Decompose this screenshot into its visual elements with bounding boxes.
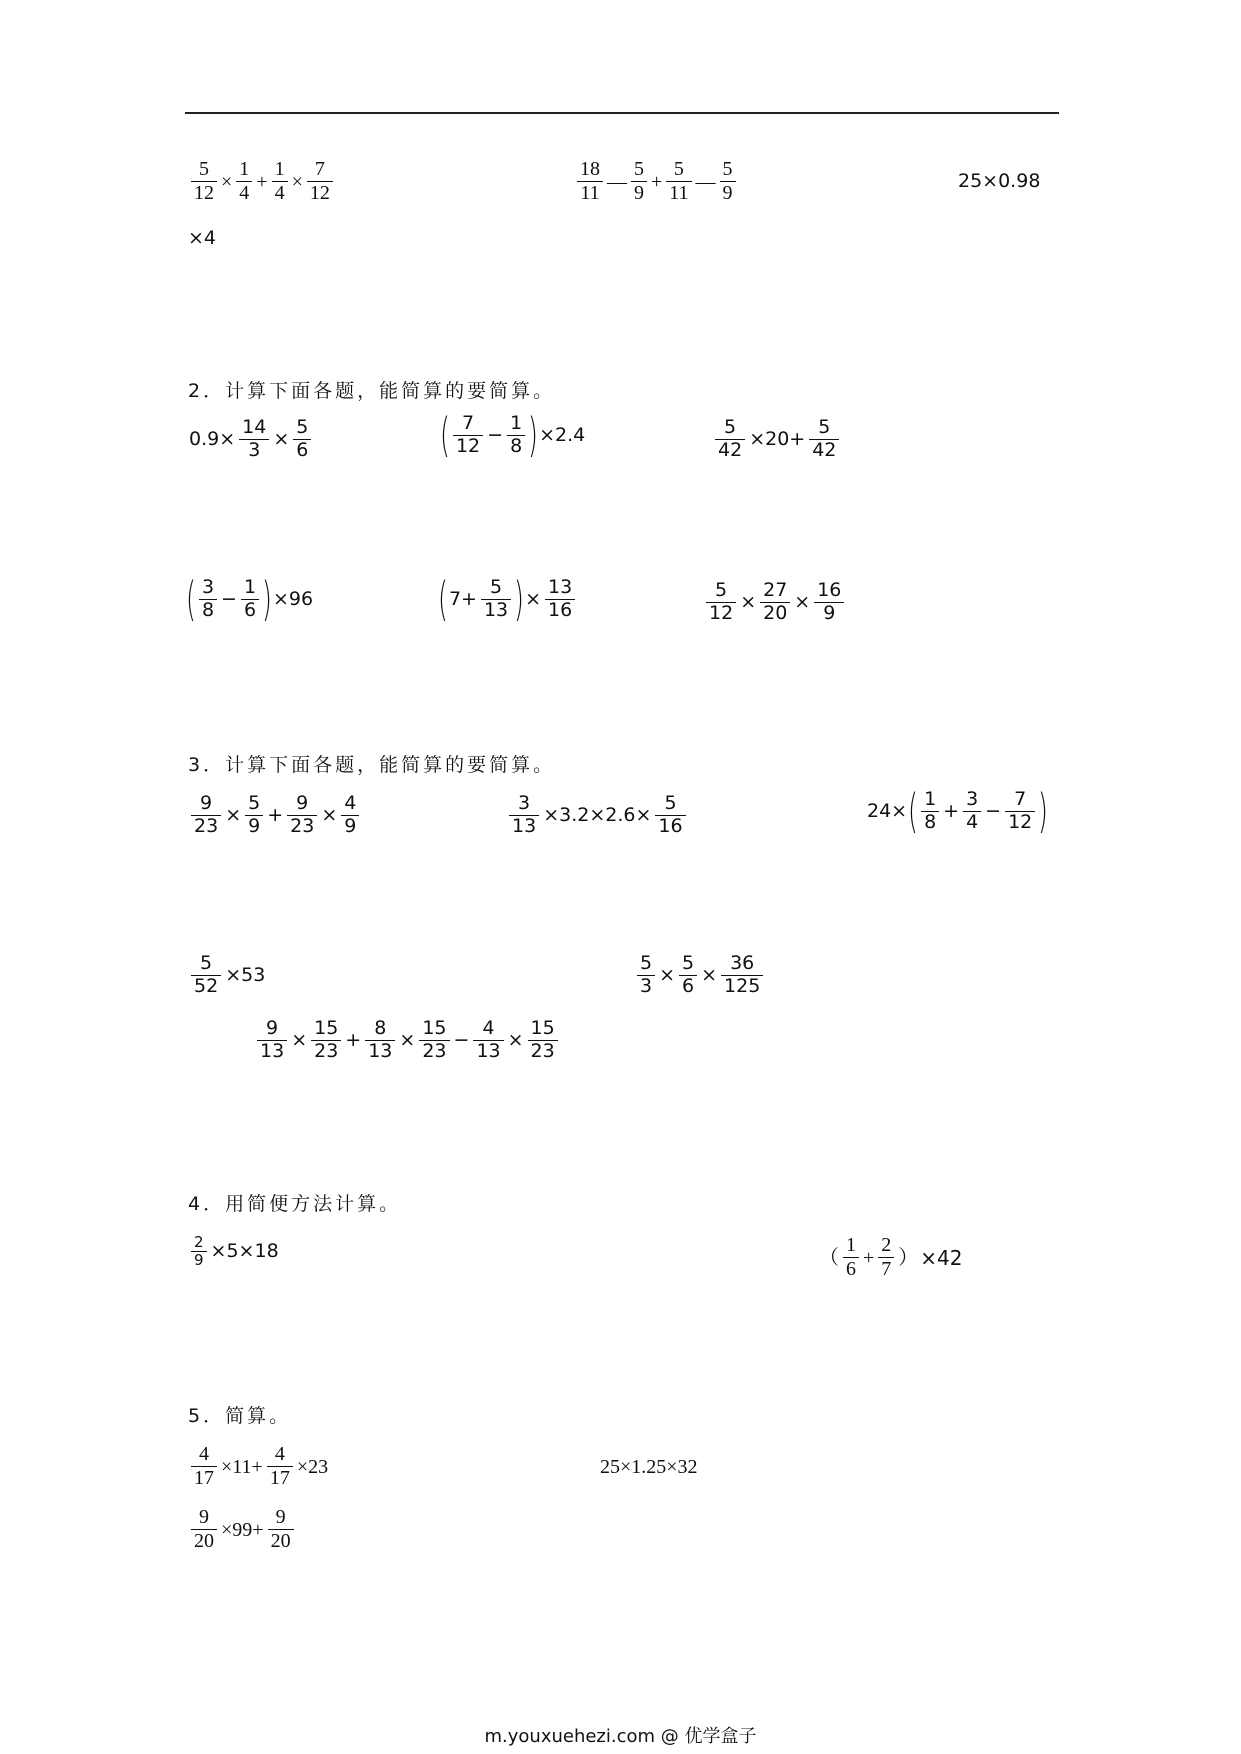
fraction: $\frac{5}{3}$: [637, 953, 655, 998]
q3-expression-3: 24× ( $\frac{1}{8}$ + $\frac{3}{4}$ − $\frac{7}{12}$ ): [867, 784, 1049, 838]
q3-expression-6: $\frac{9}{13}$ × $\frac{15}{23}$ + $\frac{8}{13}$ × $\frac{15}{23}$ − $\frac{4}{13}$ × $\frac{15}{23}$: [254, 1018, 561, 1063]
question-5-heading: 5．简算。: [188, 1405, 292, 1427]
fraction: $\frac{5}{52}$: [191, 953, 221, 998]
fraction: $\frac{14}{3}$: [239, 417, 269, 462]
fraction: $\frac{13}{16}$: [545, 577, 575, 622]
fraction: $\frac{9}{13}$: [257, 1018, 287, 1063]
fraction: $\frac{9}{20}$: [191, 1506, 217, 1553]
left-paren: （: [819, 1246, 839, 1269]
footer-watermark: m.youxuehezi.com @ 优学盒子: [484, 1726, 757, 1747]
q2-expression-5: ( 7+ $\frac{5}{13}$ ) × $\frac{13}{16}$: [438, 576, 578, 622]
fraction: $\frac{5}{9}$: [631, 158, 647, 205]
q5-expression-3: $\frac{9}{20}$ ×99+ $\frac{9}{20}$: [188, 1506, 297, 1553]
left-paren: (: [438, 572, 448, 626]
fraction: $\frac{5}{6}$: [293, 417, 311, 462]
q3-expression-5: $\frac{5}{3}$ × $\frac{5}{6}$ × $\frac{36}{125}$: [634, 953, 766, 998]
fraction: $\frac{3}{13}$: [509, 793, 539, 838]
fraction: $\frac{1}{8}$: [921, 789, 939, 834]
fraction: $\frac{9}{23}$: [191, 793, 221, 838]
fraction: $\frac{5}{16}$: [655, 793, 685, 838]
fraction: $\frac{7}{12}$: [307, 158, 333, 205]
q4-expression-2: （ $\frac{1}{6}$ + $\frac{2}{7}$ ） ×42: [819, 1234, 963, 1280]
fraction: $\frac{3}{4}$: [963, 789, 981, 834]
fraction: $\frac{5}{11}$: [666, 158, 691, 205]
right-paren: ): [528, 408, 539, 462]
q2-expression-4: ( $\frac{3}{8}$ − $\frac{1}{6}$ ) ×96: [186, 572, 314, 626]
fraction: $\frac{16}{9}$: [814, 580, 844, 625]
fraction: $\frac{15}{23}$: [419, 1018, 449, 1063]
fraction: $\frac{8}{13}$: [365, 1018, 395, 1063]
left-paren: (: [908, 784, 919, 838]
q3-expression-1: $\frac{9}{23}$ × $\frac{5}{9}$ + $\frac{9}{23}$ × $\frac{4}{9}$: [188, 793, 362, 838]
q2-expression-1: 0.9× $\frac{14}{3}$ × $\frac{5}{6}$: [188, 417, 314, 462]
q2-expression-6: $\frac{5}{12}$ × $\frac{27}{20}$ × $\frac{16}{9}$: [703, 580, 847, 625]
q4-expression-1: $\frac{2}{9}$ ×5×18: [188, 1234, 280, 1270]
right-paren: ): [1038, 784, 1049, 838]
fraction: $\frac{15}{23}$: [311, 1018, 341, 1063]
fraction: $\frac{1}{4}$: [236, 158, 252, 205]
right-paren: ): [514, 572, 525, 626]
q3-expression-2: $\frac{3}{13}$ ×3.2×2.6× $\frac{5}{16}$: [506, 793, 689, 838]
left-paren: (: [440, 408, 450, 462]
fraction: $\frac{7}{12}$: [1005, 789, 1035, 834]
q2-expression-2: ( $\frac{7}{12}$ − $\frac{1}{8}$ ) ×2.4: [440, 408, 586, 462]
q3-expression-4: $\frac{5}{52}$ ×53: [188, 953, 266, 998]
fraction: $\frac{27}{20}$: [760, 580, 790, 625]
fraction: $\frac{1}{8}$: [507, 413, 525, 458]
fraction: $\frac{1}{6}$: [843, 1234, 859, 1281]
fraction: $\frac{9}{23}$: [287, 793, 317, 838]
q1-expression-3: 25×0.98: [958, 170, 1041, 192]
question-3-heading: 3．计算下面各题，能简算的要简算。: [188, 754, 556, 776]
left-paren: (: [186, 572, 196, 626]
q5-expression-1: $\frac{4}{17}$ ×11+ $\frac{4}{17}$ ×23: [188, 1443, 329, 1490]
fraction: $\frac{4}{13}$: [473, 1018, 503, 1063]
fraction: $\frac{3}{8}$: [199, 577, 217, 622]
q1-expression-1: $\frac{5}{12}$ × $\frac{1}{4}$ + $\frac{1}{4}$ × $\frac{7}{12}$: [188, 158, 336, 205]
fraction: $\frac{5}{9}$: [720, 158, 736, 205]
fraction: $\frac{36}{125}$: [721, 953, 763, 998]
fraction: $\frac{18}{11}$: [577, 158, 603, 205]
fraction: $\frac{1}{6}$: [241, 577, 259, 622]
q5-expression-2: 25×1.25×32: [600, 1456, 698, 1478]
fraction: $\frac{5}{9}$: [245, 793, 263, 838]
fraction: $\frac{2}{9}$: [191, 1234, 207, 1270]
fraction: $\frac{5}{13}$: [481, 577, 511, 622]
fraction: $\frac{4}{9}$: [341, 793, 359, 838]
question-2-heading: 2．计算下面各题，能简算的要简算。: [188, 380, 556, 402]
fraction: $\frac{5}{42}$: [715, 417, 745, 462]
fraction: $\frac{7}{12}$: [453, 413, 483, 458]
fraction: $\frac{9}{20}$: [268, 1506, 294, 1553]
fraction: $\frac{15}{23}$: [528, 1018, 558, 1063]
q1-expression-2: $\frac{18}{11}$ — $\frac{5}{9}$ + $\frac{5}{11}$ — $\frac{5}{9}$: [574, 158, 739, 205]
q1-expression-3-continuation: ×4: [188, 227, 217, 249]
question-4-heading: 4．用简便方法计算。: [188, 1193, 402, 1215]
fraction: $\frac{4}{17}$: [267, 1443, 293, 1490]
fraction: $\frac{5}{12}$: [191, 158, 217, 205]
fraction: $\frac{5}{42}$: [809, 417, 839, 462]
fraction: $\frac{1}{4}$: [272, 158, 288, 205]
fraction: $\frac{2}{7}$: [878, 1234, 894, 1281]
fraction: $\frac{4}{17}$: [191, 1443, 217, 1490]
fraction: $\frac{5}{12}$: [706, 580, 736, 625]
right-paren: ）: [898, 1246, 919, 1269]
q2-expression-3: $\frac{5}{42}$ ×20+ $\frac{5}{42}$: [712, 417, 842, 462]
right-paren: ): [262, 572, 272, 626]
fraction: $\frac{5}{6}$: [679, 953, 697, 998]
header-rule: [185, 112, 1059, 114]
